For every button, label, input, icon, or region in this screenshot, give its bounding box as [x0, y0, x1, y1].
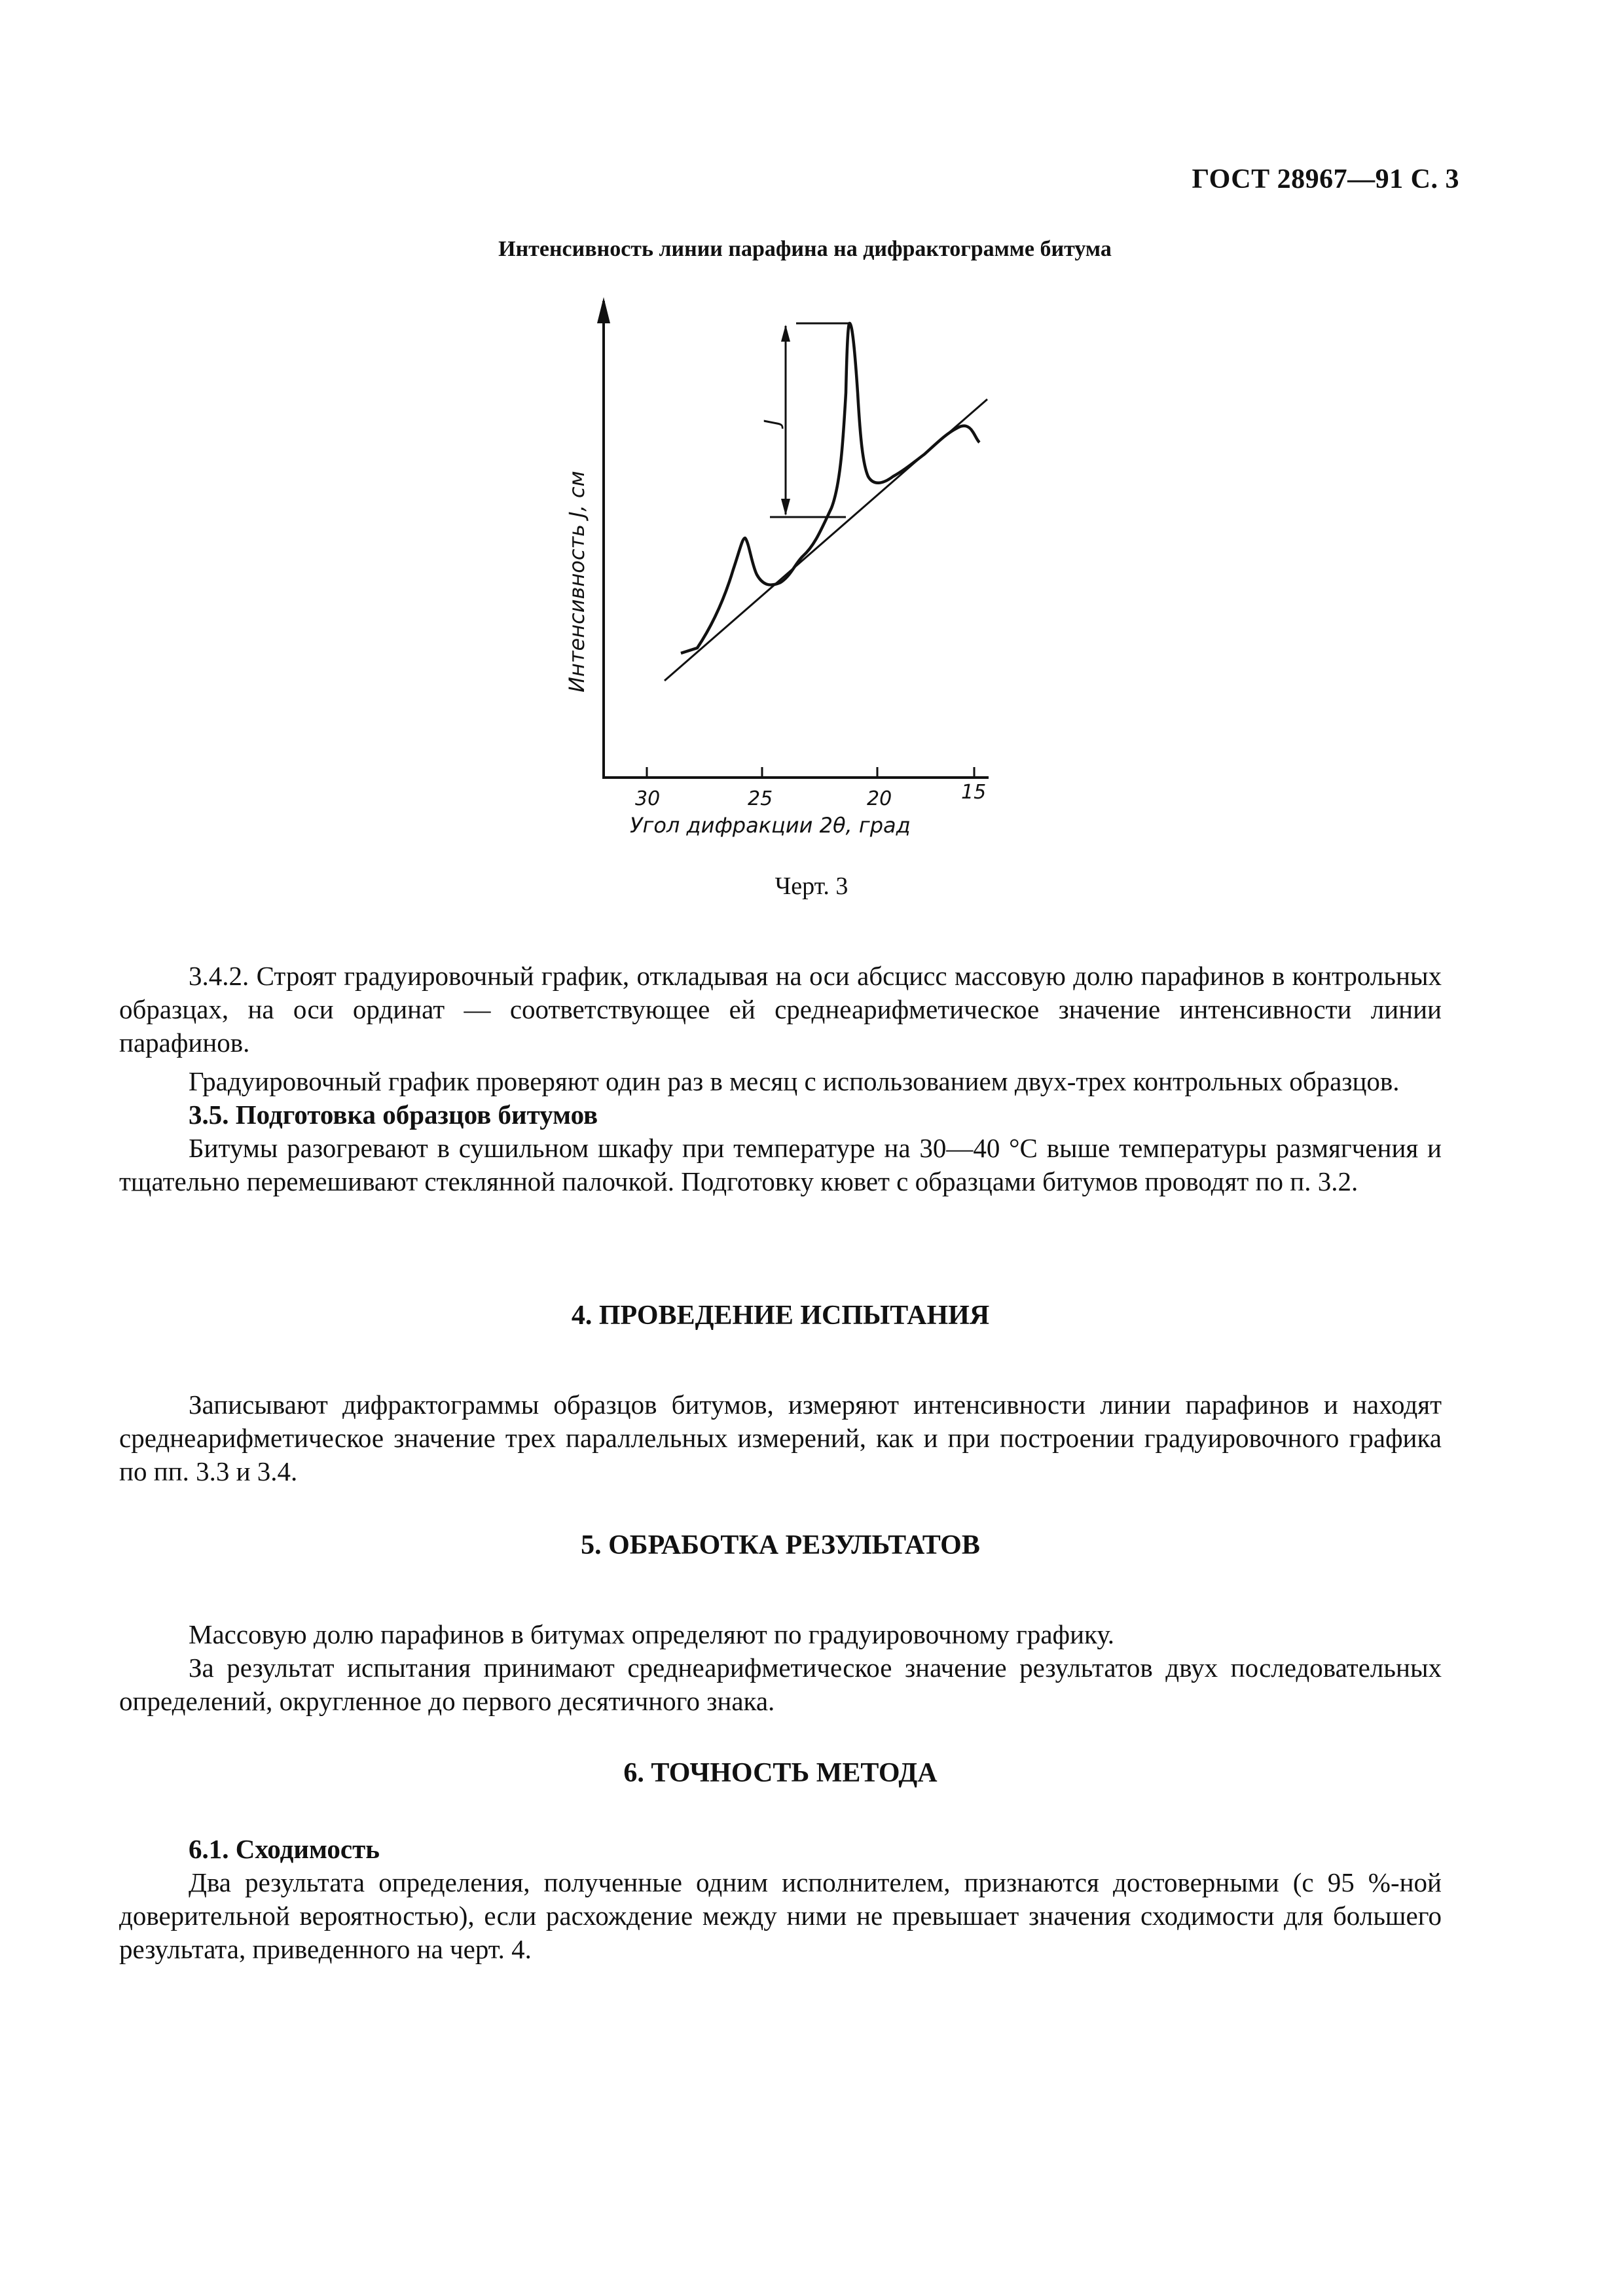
section-4-text [119, 1388, 1442, 1488]
figure-caption: Черт. 3 [775, 872, 848, 900]
diffractogram-chart [550, 295, 1008, 851]
y-axis-label: Интенсивность J, см [564, 471, 589, 692]
x-axis-label: Угол дифракции 2θ, град [630, 813, 911, 838]
section-heading: 6. ТОЧНОСТЬ МЕТОДА [623, 1758, 938, 1788]
y-axis-arrow [597, 297, 610, 323]
subsection-title: 3.5. Подготовка образцов битумов [189, 1100, 598, 1130]
peak-arrow-top [781, 325, 790, 342]
section-heading: 5. ОБРАБОТКА РЕЗУЛЬТАТОВ [581, 1530, 980, 1560]
section-5-text [119, 1618, 1442, 1718]
paragraph: Записывают дифрактограммы образцов битумов, измеряют интенсивности линии парафинов и находят среднеарифметическое значение трех параллельных измерений, как и при построении градуировочного графика по пп. 3.3 и 3.4. [119, 1390, 1442, 1486]
paragraph: Градуировочный график проверяют один раз в месяц с использованием двух-трех контрольных образцов. [189, 1066, 1400, 1096]
paragraph: Два результата определения, полученные одним исполнителем, признаются достоверными (с 95 %-ной доверительной вероятностью), если расхождение между ними не превышает значения сходимости для большего результата, приведенного на черт. 4. [119, 1867, 1442, 1964]
section-6 [119, 1757, 1442, 1790]
section-heading: 4. ПРОВЕДЕНИЕ ИСПЫТАНИЯ [571, 1300, 990, 1331]
standard-header: ГОСТ 28967—91 С. 3 [1192, 164, 1459, 194]
subsection-title: 6.1. Сходимость [189, 1834, 380, 1864]
x-tick-label-15: 15 [961, 781, 987, 804]
figure-title [0, 237, 1623, 262]
paragraph: Битумы разогревают в сушильном шкафу при температуре на 30—40 °С выше температуры размягчения и тщательно перемешивают стеклянной палочкой. Подготовку кювет с образцами битумов проводят по п. 3.2. [119, 1133, 1442, 1196]
x-tick-label-25: 25 [748, 787, 773, 810]
section-6-1 [119, 1833, 1442, 1966]
peak-label: J [759, 419, 784, 425]
paragraph: За результат испытания принимают среднеарифметическое значение результатов двух последовательных определений, округленное до первого десятичного знака. [119, 1653, 1442, 1716]
x-tick-label-30: 30 [635, 787, 661, 810]
paragraph: Массовую долю парафинов в битумах определяют по градуировочному графику. [189, 1619, 1115, 1649]
diffractogram-figure [550, 295, 1008, 851]
peak-arrow-bottom [781, 499, 790, 516]
section-4 [119, 1299, 1442, 1333]
paragraph: 3.4.2. Строят градуировочный график, откладывая на оси абсцисс массовую долю парафинов в контрольных образцах, на оси ординат — соответствующее ей среднеарифметическое значение интенсивности линии парафинов. [119, 961, 1442, 1058]
section-5 [119, 1529, 1442, 1562]
diffraction-curve [681, 323, 979, 653]
section-3-4-2 [119, 960, 1442, 1198]
figure-title-text: Интенсивность линии парафина на дифрактограмме битума [498, 237, 1112, 261]
x-tick-label-20: 20 [867, 787, 892, 810]
